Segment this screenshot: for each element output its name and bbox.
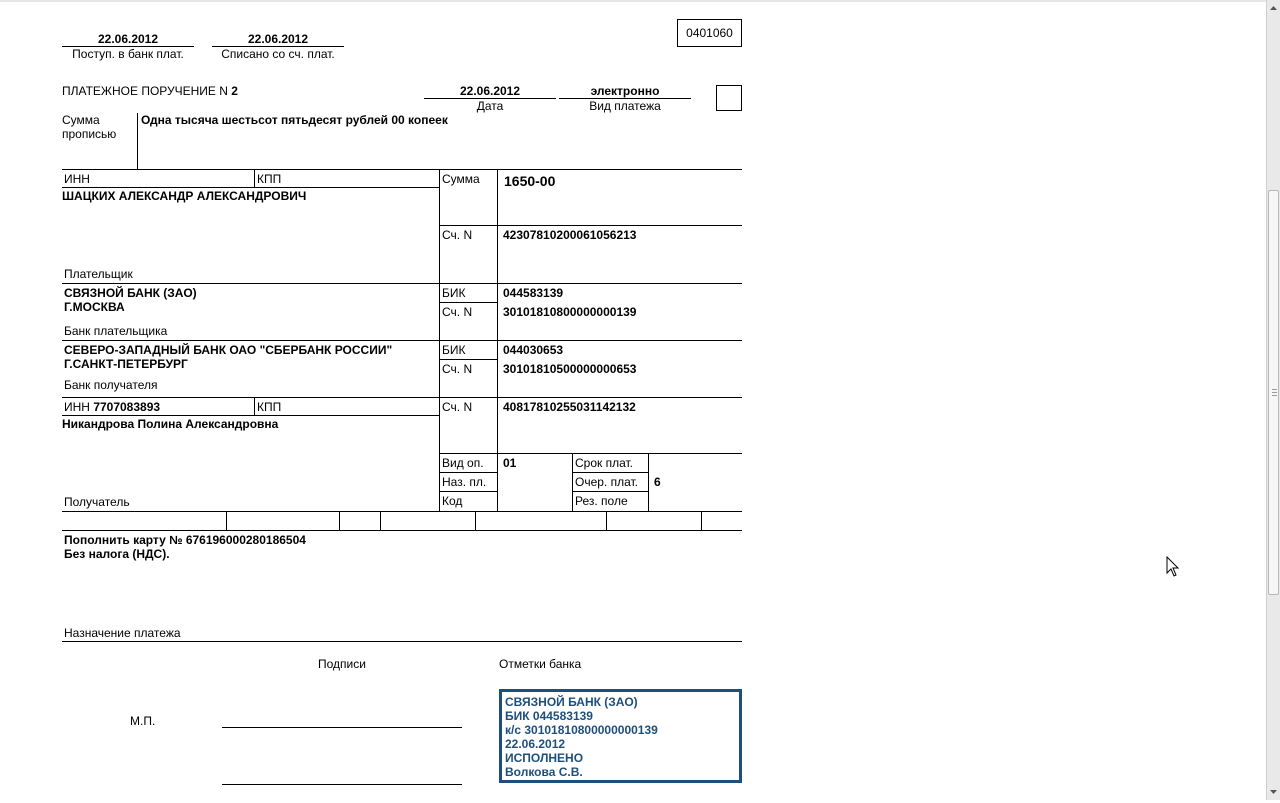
payment-type-label: Вид платежа: [589, 99, 661, 113]
grid-line: [572, 472, 648, 473]
grid-line: [606, 511, 607, 530]
payer-inn-label: ИНН: [64, 172, 90, 186]
payee-label: Получатель: [64, 495, 130, 509]
grid-line: [62, 340, 742, 341]
form-code-box: [677, 19, 742, 47]
grid-line: [254, 397, 255, 415]
grid-line: [439, 225, 742, 226]
amount-words-divider: [137, 113, 138, 169]
stamp-date: 22.06.2012: [505, 737, 566, 751]
purpose-label: Назначение платежа: [64, 626, 181, 640]
payee-inn: [64, 400, 160, 414]
bank-stamp: [499, 689, 742, 783]
grid-line: [62, 641, 742, 642]
mouse-cursor-icon: [1166, 556, 1180, 578]
due-label: Срок плат.: [575, 456, 634, 470]
grid-line: [475, 511, 476, 530]
vertical-scrollbar[interactable]: [1266, 0, 1280, 800]
scrollbar-thumb[interactable]: [1268, 190, 1279, 595]
operation-type-label: Вид оп.: [442, 456, 484, 470]
payer-bank-name: СВЯЗНОЙ БАНК (ЗАО): [64, 286, 197, 300]
priority-value: 6: [654, 475, 661, 489]
grid-line: [62, 415, 439, 416]
grid-line: [439, 302, 497, 303]
payee-bank-bik: 044030653: [503, 343, 564, 357]
amount-words-label-2: прописью: [62, 127, 117, 141]
payee-bank-name: СЕВЕРО-ЗАПАДНЫЙ БАНК ОАО "СБЕРБАНК РОССИИ": [64, 343, 393, 357]
amount-value: 1650-00: [504, 173, 556, 189]
payment-type: электронно: [590, 84, 660, 98]
payer-account-label: Сч. N: [442, 228, 473, 242]
scroll-down-arrow-icon[interactable]: [1267, 784, 1280, 800]
priority-label: Очер. плат.: [575, 475, 639, 489]
payee-account-label: Сч. N: [442, 400, 473, 414]
grid-line: [62, 397, 742, 398]
order-date-label: Дата: [476, 99, 504, 113]
debited-date: 22.06.2012: [247, 32, 309, 46]
order-title-label: ПЛАТЕЖНОЕ ПОРУЧЕНИЕ N: [62, 84, 228, 98]
stamp-bik: БИК 044583139: [505, 709, 593, 723]
payee-bank-account: 30101810500000000653: [503, 362, 637, 376]
payer-bank-label: Банк плательщика: [64, 324, 168, 338]
signature-line-2: [222, 784, 462, 785]
stamp-officer: Волкова С.В.: [505, 765, 583, 779]
bank-marks-label: Отметки банка: [499, 657, 582, 671]
payee-bank-city: Г.САНКТ-ПЕТЕРБУРГ: [64, 357, 188, 371]
signatures-label: Подписи: [318, 657, 366, 671]
payee-bank-bik-label: БИК: [442, 343, 466, 357]
form-code: 0401060: [686, 26, 733, 40]
debited-date-label: Списано со сч. плат.: [221, 47, 335, 61]
payee-name: Никандрова Полина Александровна: [62, 417, 279, 431]
purpose-line-1: Пополнить карту № 676196000280186504: [64, 533, 306, 547]
received-date-label: Поступ. в банк плат.: [72, 47, 184, 61]
grid-line: [572, 491, 648, 492]
grid-line: [439, 453, 742, 454]
grid-line: [62, 169, 742, 170]
grid-line: [226, 511, 227, 530]
scroll-up-arrow-icon[interactable]: [1267, 0, 1280, 16]
payer-name: ШАЦКИХ АЛЕКСАНДР АЛЕКСАНДРОВИЧ: [62, 189, 307, 203]
code-label: Код: [442, 494, 463, 508]
grid-line: [62, 283, 742, 284]
reserve-label: Рез. поле: [575, 494, 628, 508]
grid-line: [339, 511, 340, 530]
grid-line: [254, 169, 255, 187]
payer-label: Плательщик: [64, 267, 133, 281]
seal-label: М.П.: [130, 714, 156, 728]
payee-account: 40817810255031142132: [503, 400, 636, 414]
payer-bank-bik-label: БИК: [442, 286, 466, 300]
order-title: [62, 84, 238, 98]
scrollbar-grip-icon: [1272, 389, 1277, 398]
payee-bank-account-label: Сч. N: [442, 362, 473, 376]
payee-bank-label: Банк получателя: [64, 378, 158, 392]
operation-type: 01: [503, 456, 517, 470]
stamp-status: ИСПОЛНЕНО: [505, 751, 584, 765]
grid-line: [62, 187, 439, 188]
payer-bank-account: 30101810800000000139: [503, 305, 637, 319]
amount-words-label-1: Сумма: [62, 113, 100, 127]
signature-line-1: [222, 727, 462, 728]
payer-bank-account-label: Сч. N: [442, 305, 473, 319]
purpose-code-label: Наз. пл.: [442, 475, 487, 489]
payer-kpp-label: КПП: [257, 172, 282, 186]
grid-line: [572, 453, 573, 512]
grid-line: [62, 511, 742, 512]
status-code-box: [716, 85, 742, 111]
stamp-corr-account: к/с 30101810800000000139: [505, 723, 658, 737]
viewport-top-edge: [0, 0, 1266, 2]
payee-inn-value: 7707083893: [93, 400, 161, 414]
order-date: 22.06.2012: [459, 84, 521, 98]
stamp-bank: СВЯЗНОЙ БАНК (ЗАО): [505, 695, 638, 709]
amount-words: Одна тысяча шестьсот пятьдесят рублей 00 копеек: [141, 113, 448, 127]
received-date: 22.06.2012: [97, 32, 159, 46]
payer-bank-bik: 044583139: [503, 286, 564, 300]
order-number: 2: [231, 84, 238, 98]
grid-line: [62, 530, 742, 531]
payee-kpp-label: КПП: [257, 400, 282, 414]
grid-line: [648, 453, 649, 512]
grid-line: [439, 472, 497, 473]
grid-line: [439, 491, 497, 492]
payer-bank-city: Г.МОСКВА: [64, 300, 125, 314]
grid-line: [439, 359, 497, 360]
amount-label: Сумма: [442, 172, 480, 186]
grid-line: [380, 511, 381, 530]
purpose-line-2: Без налога (НДС).: [64, 547, 170, 561]
grid-line: [701, 511, 702, 530]
payee-inn-label: ИНН: [64, 400, 90, 414]
payer-account: 42307810200061056213: [503, 228, 637, 242]
